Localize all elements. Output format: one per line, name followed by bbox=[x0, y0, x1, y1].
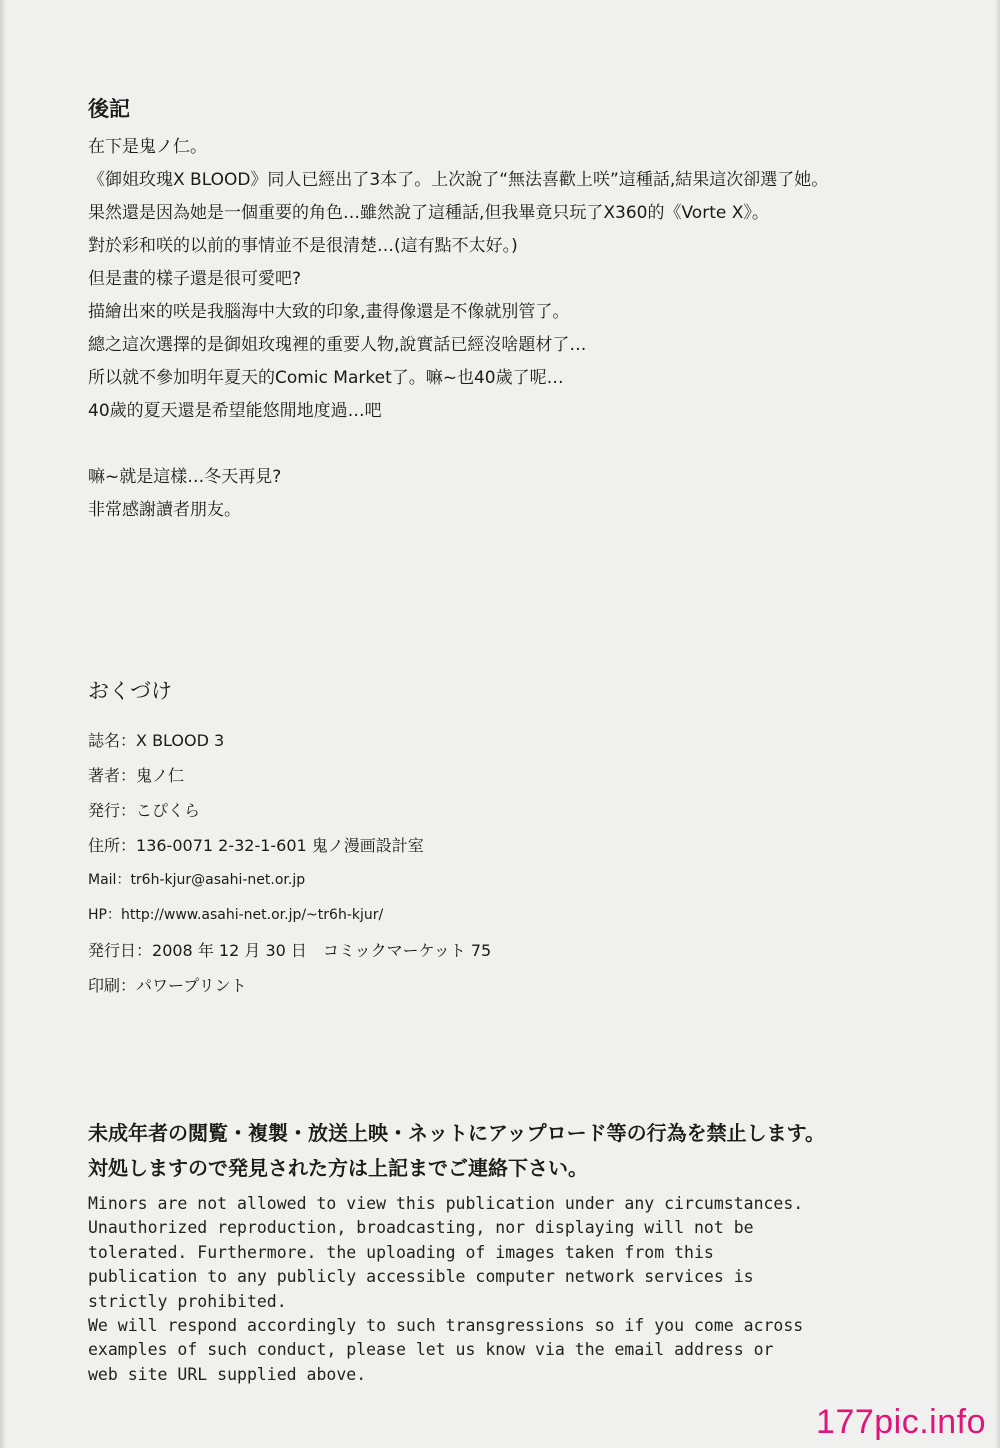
colophon-title: おくづけ bbox=[88, 679, 172, 703]
prohibition-ja-line: 対処しますので発見された方は上記までご連絡下さい。 bbox=[88, 1156, 588, 1180]
afterword-closing-line: 嘛~就是這樣…冬天再見? bbox=[88, 467, 282, 487]
colophon-row-mail bbox=[88, 863, 968, 898]
colophon-value: 鬼ノ仁 bbox=[136, 766, 185, 785]
afterword-line: 《御姐玫瑰X BLOOD》同人已經出了3本了。上次說了“無法喜歡上咲”這種話,結果這次卻選了她。 bbox=[88, 170, 829, 190]
afterword-title: 後記 bbox=[88, 97, 130, 121]
afterword-line: 在下是鬼ノ仁。 bbox=[88, 137, 207, 157]
afterword-line: 所以就不參加明年夏天的Comic Market了。嘛~也40歲了呢… bbox=[88, 368, 564, 388]
prohibition-en-line: We will respond accordingly to such transgressions so if you come across bbox=[88, 1315, 804, 1335]
colophon-url: http://www.asahi-net.or.jp/~tr6h-kjur/ bbox=[120, 907, 384, 923]
site-watermark: 177pic.info bbox=[816, 1403, 986, 1441]
afterword-line: 果然還是因為她是一個重要的角色…雖然說了這種話,但我畢竟只玩了X360的《Vorte X》。 bbox=[88, 203, 769, 223]
page-right-edge-shadow bbox=[995, 0, 1000, 1448]
colophon-row-printer bbox=[88, 968, 968, 1003]
prohibition-ja-line: 未成年者の閲覧・複製・放送上映・ネットにアップロード等の行為を禁止します。 bbox=[88, 1121, 825, 1145]
colophon-row-author bbox=[88, 758, 968, 793]
colophon-label: 著者： bbox=[88, 766, 137, 785]
colophon-label: 発行： bbox=[88, 801, 137, 820]
colophon-value: 136-0071 2-32-1-601 鬼ノ漫画設計室 bbox=[136, 836, 424, 855]
afterword-line: 總之這次選擇的是御姐玫瑰裡的重要人物,說實話已經沒啥題材了… bbox=[88, 335, 587, 355]
afterword-line: 40歲的夏天還是希望能悠閒地度過…吧 bbox=[88, 401, 382, 421]
afterword-closing-line: 非常感謝讀者朋友。 bbox=[88, 500, 241, 520]
colophon-label: 住所： bbox=[88, 836, 137, 855]
colophon-row-title bbox=[88, 723, 968, 758]
prohibition-en-line: publication to any publicly accessible computer network services is bbox=[88, 1267, 754, 1287]
prohibition-en-line: strictly prohibited. bbox=[88, 1291, 287, 1311]
colophon-row-date bbox=[88, 933, 968, 968]
colophon-label: 印刷： bbox=[88, 976, 137, 995]
prohibition-en-line: tolerated. Furthermore. the uploading of images taken from this bbox=[88, 1242, 714, 1262]
prohibition-en-line: web site URL supplied above. bbox=[88, 1364, 367, 1384]
afterword-section bbox=[88, 96, 968, 527]
prohibition-en-line: examples of such conduct, please let us know via the email address or bbox=[88, 1340, 774, 1360]
colophon-value: こぴくら bbox=[136, 801, 201, 820]
colophon-value: X BLOOD 3 bbox=[136, 731, 225, 750]
afterword-line: 描繪出來的咲是我腦海中大致的印象,畫得像還是不像就別管了。 bbox=[88, 302, 570, 322]
colophon-email: tr6h-kjur@asahi-net.or.jp bbox=[130, 872, 306, 888]
colophon-label: HP： bbox=[88, 907, 121, 923]
afterword-line: 對於彩和咲的以前的事情並不是很清楚…(這有點不太好。) bbox=[88, 236, 518, 256]
prohibition-en-block bbox=[88, 1192, 968, 1387]
colophon-value: 2008 年 12 月 30 日 コミックマーケット 75 bbox=[152, 941, 492, 960]
page-left-edge-shadow bbox=[0, 0, 6, 1448]
prohibition-en-line: Minors are not allowed to view this publication under any circumstances. bbox=[88, 1194, 804, 1213]
colophon-label: 誌名： bbox=[88, 731, 137, 750]
colophon-row-homepage bbox=[88, 898, 968, 933]
colophon-label: 発行日： bbox=[88, 941, 153, 960]
colophon-row-publisher bbox=[88, 793, 968, 828]
colophon-section bbox=[88, 676, 968, 1003]
colophon-label: Mail： bbox=[88, 872, 131, 888]
paragraph-spacer bbox=[88, 428, 968, 461]
colophon-row-address bbox=[88, 828, 968, 863]
prohibition-en-line: Unauthorized reproduction, broadcasting, nor displaying will not be bbox=[88, 1218, 754, 1238]
prohibition-notice bbox=[88, 1116, 968, 1387]
colophon-value: パワープリント bbox=[136, 976, 247, 995]
afterword-line: 但是畫的樣子還是很可愛吧? bbox=[88, 269, 302, 289]
